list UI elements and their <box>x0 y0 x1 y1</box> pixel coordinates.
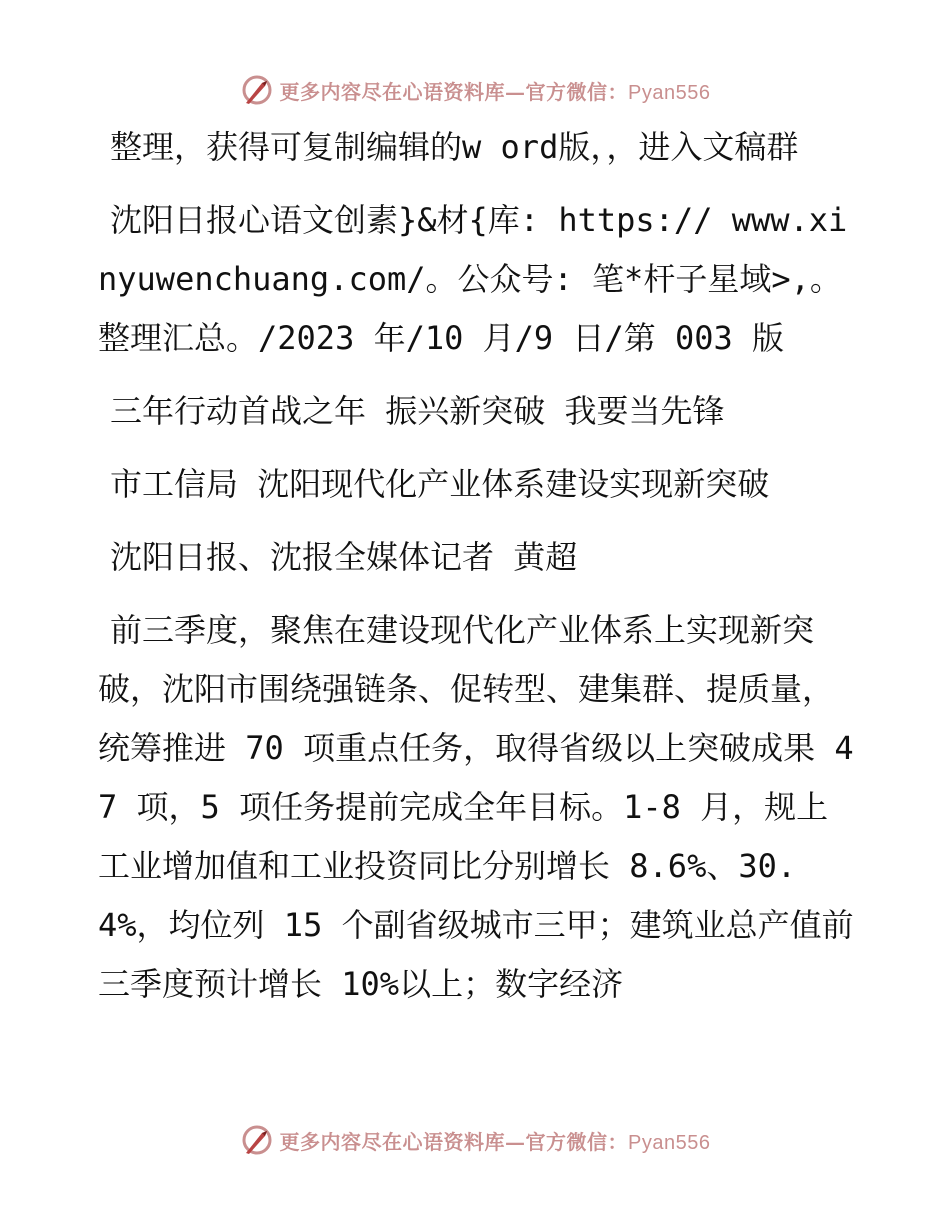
source-info-paragraph: 沈阳日报心语文创素}&材{库: https:// www.xinyuwenchuang.com/。公众号: 笔*杆子星域>,。整理汇总。/2023 年/10 月/9 日/第 003 版 <box>98 201 848 357</box>
quill-pen-circle-icon <box>240 73 274 107</box>
document-body <box>98 118 858 1028</box>
watermark-label: 更多内容尽在心语资料库—官方微信： <box>279 79 629 104</box>
section-heading: 三年行动首战之年 振兴新突破 我要当先锋 <box>110 392 725 430</box>
intro-paragraph: 整理，获得可复制编辑的w ord版，，进入文稿群 <box>110 128 799 166</box>
watermark-wechat-id: Pyan556 <box>628 1131 711 1154</box>
article-title: 市工信局 沈阳现代化产业体系建设实现新突破 <box>110 465 770 503</box>
footer-watermark <box>0 1120 950 1160</box>
watermark-text <box>280 76 711 105</box>
watermark-wechat-id: Pyan556 <box>628 81 711 104</box>
quill-pen-circle-icon <box>240 1123 274 1157</box>
watermark-label: 更多内容尽在心语资料库—官方微信： <box>279 1129 629 1154</box>
body-paragraph: 前三季度，聚焦在建设现代化产业体系上实现新突破，沈阳市围绕强链条、促转型、建集群、提质量，统筹推进 70 项重点任务，取得省级以上突破成果 47 项，5 项任务提前完成全年目标。1-8 月，规上工业增加值和工业投资同比分别增长 8.6%、30.4%，均位列 15 个副省级城市三甲；建筑业总产值前三季度预计增长 10%以上；数字经济 <box>98 611 854 1003</box>
byline: 沈阳日报、沈报全媒体记者 黄超 <box>110 538 578 576</box>
header-watermark <box>0 70 950 110</box>
watermark-text <box>280 1126 711 1155</box>
